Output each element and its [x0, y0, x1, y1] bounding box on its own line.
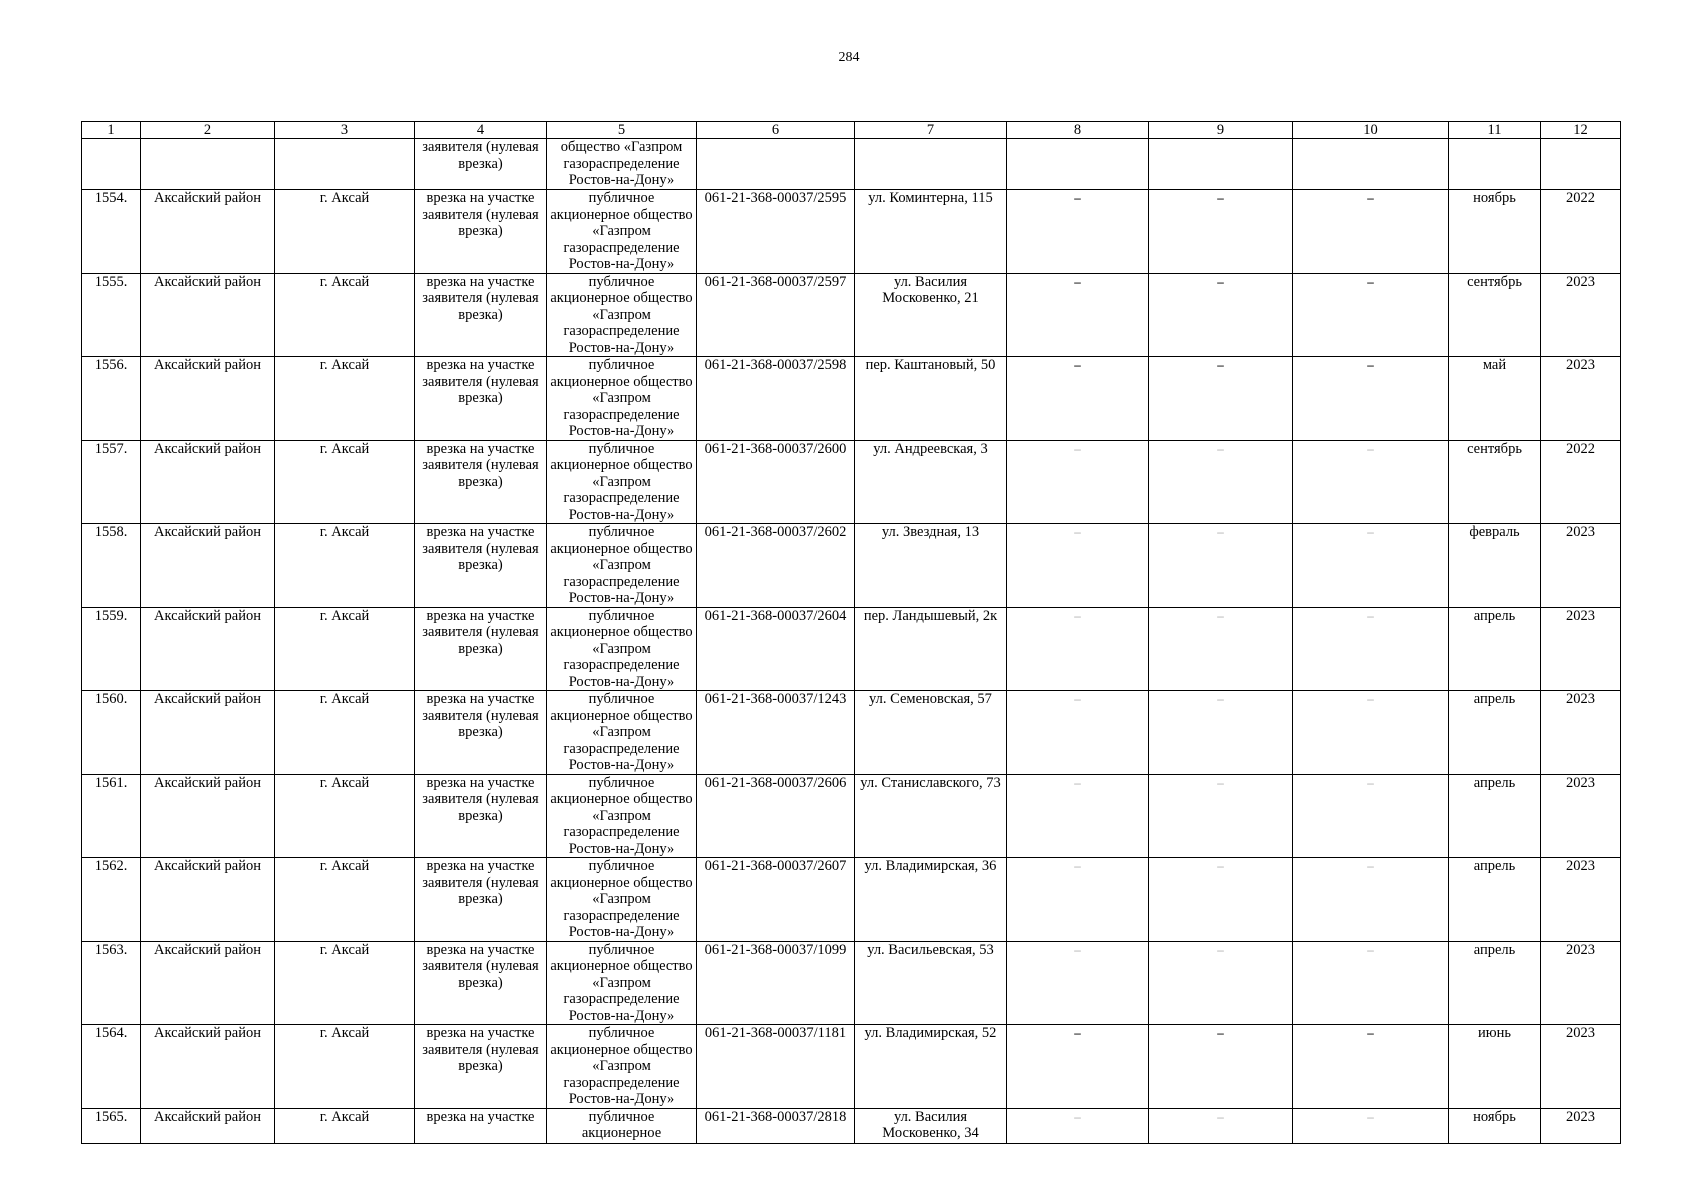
cell-col10 [1293, 139, 1449, 190]
cell-col9: – [1149, 357, 1293, 441]
cell-locality: г. Аксай [275, 440, 415, 524]
cell-locality: г. Аксай [275, 774, 415, 858]
cell-col9: – [1149, 691, 1293, 775]
cell-address: ул. Коминтерна, 115 [855, 190, 1007, 274]
cell-col9 [1149, 139, 1293, 190]
table-row [82, 190, 1621, 274]
cell-no: 1555. [82, 273, 141, 357]
cell-col8: – [1007, 1108, 1149, 1143]
cell-no: 1562. [82, 858, 141, 942]
cell-locality: г. Аксай [275, 607, 415, 691]
page-number: 284 [838, 50, 860, 65]
table-row [82, 774, 1621, 858]
cell-district: Аксайский район [141, 607, 275, 691]
cell-col8 [1007, 139, 1149, 190]
cell-month: февраль [1449, 524, 1541, 608]
cell-col8: – [1007, 941, 1149, 1025]
cell-type: врезка на участке заявителя (нулевая врезка) [415, 273, 547, 357]
cell-year: 2023 [1541, 858, 1621, 942]
cell-col8: – [1007, 357, 1149, 441]
cell-year: 2023 [1541, 524, 1621, 608]
cell-type: врезка на участке заявителя (нулевая врезка) [415, 357, 547, 441]
cell-locality: г. Аксай [275, 357, 415, 441]
column-header: 4 [415, 122, 547, 139]
table-row [82, 273, 1621, 357]
continuation-row [82, 139, 1621, 190]
cell-col8: – [1007, 524, 1149, 608]
cell-code: 061-21-368-00037/2818 [697, 1108, 855, 1143]
cell-code: 061-21-368-00037/1099 [697, 941, 855, 1025]
cell-district: Аксайский район [141, 1108, 275, 1143]
cell-organization: публичное акционерное общество «Газпром газораспределение Ростов-на-Дону» [547, 357, 697, 441]
cell-code: 061-21-368-00037/2607 [697, 858, 855, 942]
cell-col9: – [1149, 190, 1293, 274]
cell-organization: публичное акционерное общество «Газпром газораспределение Ростов-на-Дону» [547, 607, 697, 691]
cell-col10: – [1293, 941, 1449, 1025]
column-number-row [82, 122, 1621, 139]
cell-no: 1564. [82, 1025, 141, 1109]
column-header: 11 [1449, 122, 1541, 139]
cell-no: 1556. [82, 357, 141, 441]
cell-address: ул. Станиславского, 73 [855, 774, 1007, 858]
column-header: 2 [141, 122, 275, 139]
cell-code: 061-21-368-00037/2595 [697, 190, 855, 274]
cell-type: врезка на участке заявителя (нулевая врезка) [415, 691, 547, 775]
cell-district: Аксайский район [141, 774, 275, 858]
cell-col8: – [1007, 273, 1149, 357]
cell-month: апрель [1449, 774, 1541, 858]
cell-address: ул. Владимирская, 52 [855, 1025, 1007, 1109]
cell-locality: г. Аксай [275, 524, 415, 608]
column-header: 6 [697, 122, 855, 139]
cell-month: ноябрь [1449, 1108, 1541, 1143]
cell-col8: – [1007, 691, 1149, 775]
cell-month: апрель [1449, 858, 1541, 942]
cell-type: врезка на участке заявителя (нулевая врезка) [415, 941, 547, 1025]
cell-col8: – [1007, 607, 1149, 691]
cell-month: апрель [1449, 941, 1541, 1025]
table-row [82, 1025, 1621, 1109]
cell-address: пер. Каштановый, 50 [855, 357, 1007, 441]
cell-year: 2023 [1541, 774, 1621, 858]
cell-locality: г. Аксай [275, 691, 415, 775]
cell-no: 1559. [82, 607, 141, 691]
cell-col9: – [1149, 858, 1293, 942]
cell-col10: – [1293, 524, 1449, 608]
cell-code: 061-21-368-00037/2606 [697, 774, 855, 858]
cell-organization: публичное акционерное [547, 1108, 697, 1143]
column-header: 7 [855, 122, 1007, 139]
table-row [82, 941, 1621, 1025]
cell-col10: – [1293, 357, 1449, 441]
cell-month: май [1449, 357, 1541, 441]
cell-locality [275, 139, 415, 190]
cell-type: заявителя (нулевая врезка) [415, 139, 547, 190]
cell-district: Аксайский район [141, 440, 275, 524]
cell-type: врезка на участке заявителя (нулевая врезка) [415, 1025, 547, 1109]
cell-col8: – [1007, 440, 1149, 524]
cell-col10: – [1293, 190, 1449, 274]
cell-district: Аксайский район [141, 190, 275, 274]
cell-organization: общество «Газпром газораспределение Ростов-на-Дону» [547, 139, 697, 190]
cell-code: 061-21-368-00037/2598 [697, 357, 855, 441]
cell-no: 1558. [82, 524, 141, 608]
cell-locality: г. Аксай [275, 1108, 415, 1143]
table-row [82, 357, 1621, 441]
cell-address: ул. Васильевская, 53 [855, 941, 1007, 1025]
cell-month: сентябрь [1449, 273, 1541, 357]
cell-no: 1561. [82, 774, 141, 858]
cell-col10: – [1293, 1025, 1449, 1109]
cell-col9: – [1149, 607, 1293, 691]
cell-address: ул. Василия Московенко, 34 [855, 1108, 1007, 1143]
cell-year: 2022 [1541, 190, 1621, 274]
cell-year: 2023 [1541, 691, 1621, 775]
cell-district: Аксайский район [141, 691, 275, 775]
cell-organization: публичное акционерное общество «Газпром газораспределение Ростов-на-Дону» [547, 524, 697, 608]
cell-col8: – [1007, 774, 1149, 858]
table-row [82, 1108, 1621, 1143]
cell-district: Аксайский район [141, 858, 275, 942]
cell-organization: публичное акционерное общество «Газпром газораспределение Ростов-на-Дону» [547, 190, 697, 274]
cell-no: 1560. [82, 691, 141, 775]
cell-year: 2022 [1541, 440, 1621, 524]
cell-organization: публичное акционерное общество «Газпром газораспределение Ростов-на-Дону» [547, 440, 697, 524]
cell-month: ноябрь [1449, 190, 1541, 274]
cell-type: врезка на участке заявителя (нулевая врезка) [415, 607, 547, 691]
cell-organization: публичное акционерное общество «Газпром газораспределение Ростов-на-Дону» [547, 691, 697, 775]
cell-year: 2023 [1541, 607, 1621, 691]
cell-organization: публичное акционерное общество «Газпром газораспределение Ростов-на-Дону» [547, 858, 697, 942]
cell-col9: – [1149, 1025, 1293, 1109]
cell-no [82, 139, 141, 190]
cell-district [141, 139, 275, 190]
column-header: 5 [547, 122, 697, 139]
cell-year: 2023 [1541, 357, 1621, 441]
cell-type: врезка на участке заявителя (нулевая врезка) [415, 190, 547, 274]
cell-address: ул. Семеновская, 57 [855, 691, 1007, 775]
cell-col10: – [1293, 273, 1449, 357]
cell-type: врезка на участке заявителя (нулевая врезка) [415, 774, 547, 858]
cell-organization: публичное акционерное общество «Газпром газораспределение Ростов-на-Дону» [547, 941, 697, 1025]
cell-locality: г. Аксай [275, 858, 415, 942]
cell-month: сентябрь [1449, 440, 1541, 524]
column-header: 12 [1541, 122, 1621, 139]
cell-month: апрель [1449, 691, 1541, 775]
cell-address: пер. Ландышевый, 2к [855, 607, 1007, 691]
cell-type: врезка на участке [415, 1108, 547, 1143]
cell-col9: – [1149, 774, 1293, 858]
cell-col9: – [1149, 273, 1293, 357]
cell-col10: – [1293, 774, 1449, 858]
cell-code: 061-21-368-00037/2597 [697, 273, 855, 357]
cell-col8: – [1007, 858, 1149, 942]
registry-table [81, 121, 1621, 1144]
cell-address: ул. Василия Московенко, 21 [855, 273, 1007, 357]
cell-address: ул. Андреевская, 3 [855, 440, 1007, 524]
cell-locality: г. Аксай [275, 273, 415, 357]
cell-code: 061-21-368-00037/2604 [697, 607, 855, 691]
cell-no: 1557. [82, 440, 141, 524]
cell-type: врезка на участке заявителя (нулевая врезка) [415, 524, 547, 608]
cell-col8: – [1007, 1025, 1149, 1109]
cell-year: 2023 [1541, 1025, 1621, 1109]
cell-locality: г. Аксай [275, 190, 415, 274]
cell-type: врезка на участке заявителя (нулевая врезка) [415, 858, 547, 942]
table-row [82, 691, 1621, 775]
cell-address [855, 139, 1007, 190]
column-header: 10 [1293, 122, 1449, 139]
cell-district: Аксайский район [141, 524, 275, 608]
cell-col9: – [1149, 524, 1293, 608]
cell-col10: – [1293, 1108, 1449, 1143]
cell-year: 2023 [1541, 1108, 1621, 1143]
cell-district: Аксайский район [141, 357, 275, 441]
cell-code: 061-21-368-00037/1181 [697, 1025, 855, 1109]
cell-col8: – [1007, 190, 1149, 274]
column-header: 1 [82, 122, 141, 139]
table-row [82, 524, 1621, 608]
cell-district: Аксайский район [141, 941, 275, 1025]
cell-col10: – [1293, 691, 1449, 775]
cell-no: 1563. [82, 941, 141, 1025]
cell-address: ул. Владимирская, 36 [855, 858, 1007, 942]
cell-col9: – [1149, 1108, 1293, 1143]
registry-body [82, 139, 1621, 1144]
cell-code: 061-21-368-00037/2600 [697, 440, 855, 524]
cell-address: ул. Звездная, 13 [855, 524, 1007, 608]
cell-col10: – [1293, 607, 1449, 691]
table-row [82, 858, 1621, 942]
column-header: 9 [1149, 122, 1293, 139]
column-header: 8 [1007, 122, 1149, 139]
cell-col10: – [1293, 858, 1449, 942]
cell-organization: публичное акционерное общество «Газпром газораспределение Ростов-на-Дону» [547, 1025, 697, 1109]
cell-year [1541, 139, 1621, 190]
cell-month [1449, 139, 1541, 190]
cell-code: 061-21-368-00037/2602 [697, 524, 855, 608]
table-row [82, 440, 1621, 524]
cell-organization: публичное акционерное общество «Газпром газораспределение Ростов-на-Дону» [547, 774, 697, 858]
cell-month: июнь [1449, 1025, 1541, 1109]
cell-no: 1565. [82, 1108, 141, 1143]
cell-type: врезка на участке заявителя (нулевая врезка) [415, 440, 547, 524]
cell-col10: – [1293, 440, 1449, 524]
cell-no: 1554. [82, 190, 141, 274]
cell-year: 2023 [1541, 273, 1621, 357]
cell-code: 061-21-368-00037/1243 [697, 691, 855, 775]
table-row [82, 607, 1621, 691]
cell-district: Аксайский район [141, 1025, 275, 1109]
cell-col9: – [1149, 941, 1293, 1025]
cell-col9: – [1149, 440, 1293, 524]
cell-code [697, 139, 855, 190]
column-header: 3 [275, 122, 415, 139]
cell-district: Аксайский район [141, 273, 275, 357]
cell-locality: г. Аксай [275, 941, 415, 1025]
cell-locality: г. Аксай [275, 1025, 415, 1109]
cell-organization: публичное акционерное общество «Газпром газораспределение Ростов-на-Дону» [547, 273, 697, 357]
cell-month: апрель [1449, 607, 1541, 691]
cell-year: 2023 [1541, 941, 1621, 1025]
